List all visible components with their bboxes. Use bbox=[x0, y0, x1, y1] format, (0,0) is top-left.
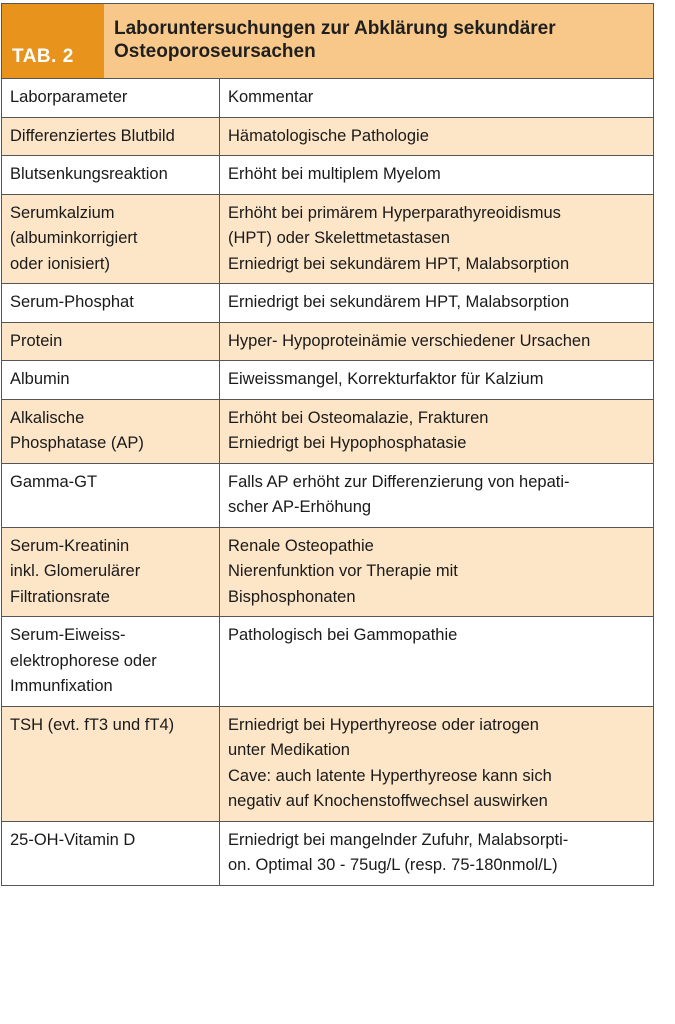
parameter-cell bbox=[2, 463, 220, 527]
parameter-text: Serumkalzium bbox=[10, 203, 115, 222]
parameter-cell bbox=[2, 117, 220, 156]
comment-text: (HPT) oder Skelettmetastasen bbox=[228, 229, 450, 247]
parameter-text: Blutsenkungsreaktion bbox=[10, 165, 168, 183]
comment-cell bbox=[220, 284, 654, 323]
tab-label: TAB. 2 bbox=[2, 4, 104, 78]
column-header-kommentar: Kommentar bbox=[220, 79, 654, 118]
comment-text: Cave: auch latente Hyperthyreose kann sich bbox=[228, 766, 552, 785]
parameter-text: Phosphatase (AP) bbox=[10, 434, 144, 452]
parameter-text: Albumin bbox=[10, 370, 70, 388]
parameter-cell bbox=[2, 617, 220, 707]
parameter-text: Serum-Phosphat bbox=[10, 293, 134, 311]
comment-cell bbox=[220, 617, 654, 707]
comment-cell bbox=[220, 399, 654, 463]
comment-text: unter Medikation bbox=[228, 741, 350, 759]
parameter-cell bbox=[2, 361, 220, 400]
comment-cell bbox=[220, 527, 654, 617]
comment-cell bbox=[220, 117, 654, 156]
parameter-cell bbox=[2, 821, 220, 885]
comment-text: Pathologisch bei Gammopathie bbox=[228, 626, 458, 644]
comment-cell bbox=[220, 322, 654, 361]
table-row bbox=[2, 706, 654, 821]
table-row bbox=[2, 117, 654, 156]
parameter-text: Filtrationsrate bbox=[10, 587, 110, 606]
comment-text: scher AP-Erhöhung bbox=[228, 498, 372, 516]
parameter-cell bbox=[2, 156, 220, 195]
comment-text: Erniedrigt bei Hyperthyreose oder iatrogen bbox=[228, 715, 539, 734]
parameter-cell bbox=[2, 399, 220, 463]
table-row bbox=[2, 821, 654, 885]
comment-cell bbox=[220, 463, 654, 527]
comment-text: Eiweissmangel, Korrekturfaktor für Kalzium bbox=[228, 370, 544, 388]
parameter-cell bbox=[2, 706, 220, 821]
parameter-text: oder ionisiert) bbox=[10, 254, 110, 273]
comment-text: Erniedrigt bei mangelnder Zufuhr, Malabsorpti- bbox=[228, 830, 569, 849]
table-row bbox=[2, 399, 654, 463]
parameter-cell bbox=[2, 322, 220, 361]
comment-text: Nierenfunktion vor Therapie mit bbox=[228, 562, 458, 580]
parameter-text: Differenziertes Blutbild bbox=[10, 126, 175, 145]
parameter-text: 25-OH-Vitamin D bbox=[10, 830, 136, 849]
table-title-line: Laboruntersuchungen zur Abklärung sekundärer bbox=[114, 18, 556, 39]
parameter-cell bbox=[2, 194, 220, 284]
comment-text: Erhöht bei Osteomalazie, Frakturen bbox=[228, 408, 489, 427]
comment-text: Erhöht bei primärem Hyperparathyreoidismus bbox=[228, 203, 561, 222]
table-row bbox=[2, 463, 654, 527]
parameter-cell bbox=[2, 284, 220, 323]
comment-text: Hämatologische Pathologie bbox=[228, 126, 429, 145]
parameter-text: Immunfixation bbox=[10, 677, 113, 695]
comment-cell bbox=[220, 361, 654, 400]
comment-text: on. Optimal 30 - 75ug/L (resp. 75-180nmol/L) bbox=[228, 856, 558, 874]
lab-parameters-table bbox=[1, 78, 654, 886]
comment-text: Falls AP erhöht zur Differenzierung von hepati- bbox=[228, 472, 570, 491]
parameter-text: elektrophorese oder bbox=[10, 651, 157, 670]
column-header-row bbox=[2, 79, 654, 118]
comment-text: Erniedrigt bei sekundärem HPT, Malabsorption bbox=[228, 254, 570, 273]
comment-text: negativ auf Knochenstoffwechsel auswirken bbox=[228, 792, 548, 810]
table-header bbox=[1, 3, 654, 78]
column-header-laborparameter: Laborparameter bbox=[2, 79, 220, 118]
comment-text: Erniedrigt bei sekundärem HPT, Malabsorption bbox=[228, 293, 570, 311]
parameter-text: inkl. Glomerulärer bbox=[10, 562, 141, 580]
parameter-text: Serum-Eiweiss- bbox=[10, 626, 126, 644]
table-row bbox=[2, 322, 654, 361]
comment-cell bbox=[220, 156, 654, 195]
parameter-text: TSH (evt. fT3 und fT4) bbox=[10, 715, 175, 734]
table-row bbox=[2, 527, 654, 617]
table-title bbox=[104, 4, 653, 78]
comment-text: Erniedrigt bei Hypophosphatasie bbox=[228, 434, 467, 452]
lab-table-figure bbox=[1, 3, 654, 886]
table-row bbox=[2, 284, 654, 323]
comment-cell bbox=[220, 706, 654, 821]
comment-cell bbox=[220, 821, 654, 885]
parameter-text: Alkalische bbox=[10, 408, 85, 427]
comment-cell bbox=[220, 194, 654, 284]
comment-text: Bisphosphonaten bbox=[228, 587, 356, 606]
table-title-line: Osteoporoseursachen bbox=[114, 41, 316, 62]
parameter-text: (albuminkorrigiert bbox=[10, 229, 138, 247]
table-row bbox=[2, 361, 654, 400]
table-row bbox=[2, 194, 654, 284]
table-row bbox=[2, 156, 654, 195]
parameter-text: Gamma-GT bbox=[10, 472, 98, 491]
table-row bbox=[2, 617, 654, 707]
parameter-text: Serum-Kreatinin bbox=[10, 536, 130, 555]
comment-text: Renale Osteopathie bbox=[228, 536, 374, 555]
comment-text: Erhöht bei multiplem Myelom bbox=[228, 165, 441, 183]
parameter-text: Protein bbox=[10, 331, 63, 350]
comment-text: Hyper- Hypoproteinämie verschiedener Ursachen bbox=[228, 331, 591, 350]
parameter-cell bbox=[2, 527, 220, 617]
